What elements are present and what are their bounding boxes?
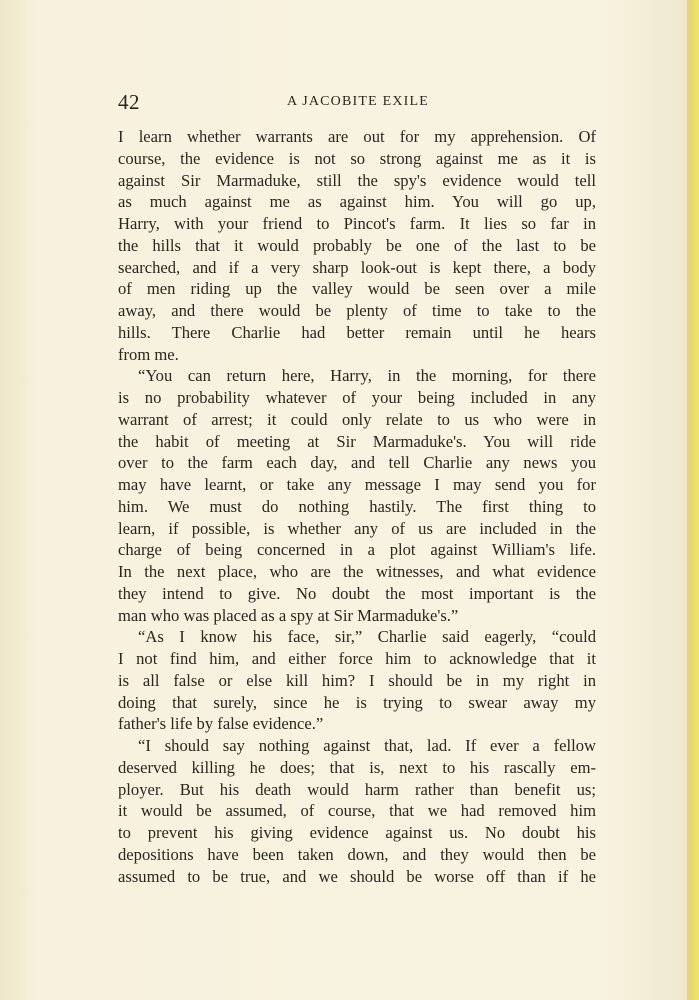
text-line: the habit of meeting at Sir Marmaduke's. You will ride bbox=[118, 431, 596, 451]
text-line: man who was placed as a spy at Sir Marmaduke's.” bbox=[118, 605, 459, 625]
text-line: deserved killing he does; that is, next to his rascally em- bbox=[118, 757, 596, 777]
running-title: A JACOBITE EXILE bbox=[286, 94, 430, 109]
text-line: father's life by false evidence.” bbox=[118, 714, 324, 734]
text-line: may have learnt, or take any message I may send you for bbox=[118, 475, 596, 494]
text-line: learn, if possible, is whether any of us are included in the bbox=[118, 518, 596, 538]
text-line: Harry, with your friend to Pincot's farm. It lies so far in bbox=[118, 214, 596, 233]
text-line: they intend to give. No doubt the most important is the bbox=[118, 583, 596, 603]
text-line: “You can return here, Harry, in the morning, for there bbox=[138, 366, 596, 386]
text-line: him. We must do nothing hastily. The first thing to bbox=[118, 496, 596, 516]
text-line: doing that surely, since he is trying to swear away my bbox=[118, 692, 596, 712]
page-edge bbox=[687, 0, 699, 1000]
text-line: from me. bbox=[118, 344, 179, 364]
text-line: depositions have been taken down, and they would then be bbox=[118, 844, 596, 864]
text-line: “I should say nothing against that, lad. If ever a fellow bbox=[138, 736, 596, 755]
text-line: I not find him, and either force him to acknowledge that it bbox=[118, 649, 596, 668]
text-line: as much against me as against him. You will go up, bbox=[118, 192, 596, 212]
text-line: away, and there would be plenty of time to take to the bbox=[118, 301, 596, 320]
text-line: against Sir Marmaduke, still the spy's evidence would tell bbox=[118, 170, 596, 190]
text-line: In the next place, who are the witnesses, and what evidence bbox=[118, 562, 596, 581]
page-number: 42 bbox=[118, 90, 140, 114]
text-line: the hills that it would probably be one of the last to be bbox=[118, 235, 596, 255]
text-line: charge of being concerned in a plot against William's life. bbox=[118, 540, 596, 560]
text-line: it would be assumed, of course, that we had removed him bbox=[118, 801, 596, 821]
page-header bbox=[118, 88, 598, 116]
text-line: to prevent his giving evidence against us. No doubt his bbox=[118, 823, 596, 842]
text-line: searched, and if a very sharp look-out is kept there, a body bbox=[118, 257, 596, 277]
text-line: assumed to be true, and we should be worse off than if he bbox=[118, 866, 596, 886]
text-line: hills. There Charlie had better remain until he hears bbox=[118, 322, 596, 342]
text-line: warrant of arrest; it could only relate to us who were in bbox=[118, 409, 596, 429]
text-line: course, the evidence is not so strong against me as it is bbox=[118, 148, 596, 168]
text-line: ployer. But his death would harm rather than benefit us; bbox=[118, 779, 596, 799]
text-line: over to the farm each day, and tell Charlie any news you bbox=[118, 453, 596, 473]
text-line: is all false or else kill him? I should be in my right in bbox=[118, 670, 596, 690]
text-line: I learn whether warrants are out for my apprehension. Of bbox=[118, 127, 596, 146]
text-line: is no probability whatever of your being included in any bbox=[118, 388, 596, 407]
body-text bbox=[118, 126, 596, 887]
text-line: of men riding up the valley would be seen over a mile bbox=[118, 279, 596, 299]
text-line: “As I know his face, sir,” Charlie said eagerly, “could bbox=[138, 627, 596, 647]
